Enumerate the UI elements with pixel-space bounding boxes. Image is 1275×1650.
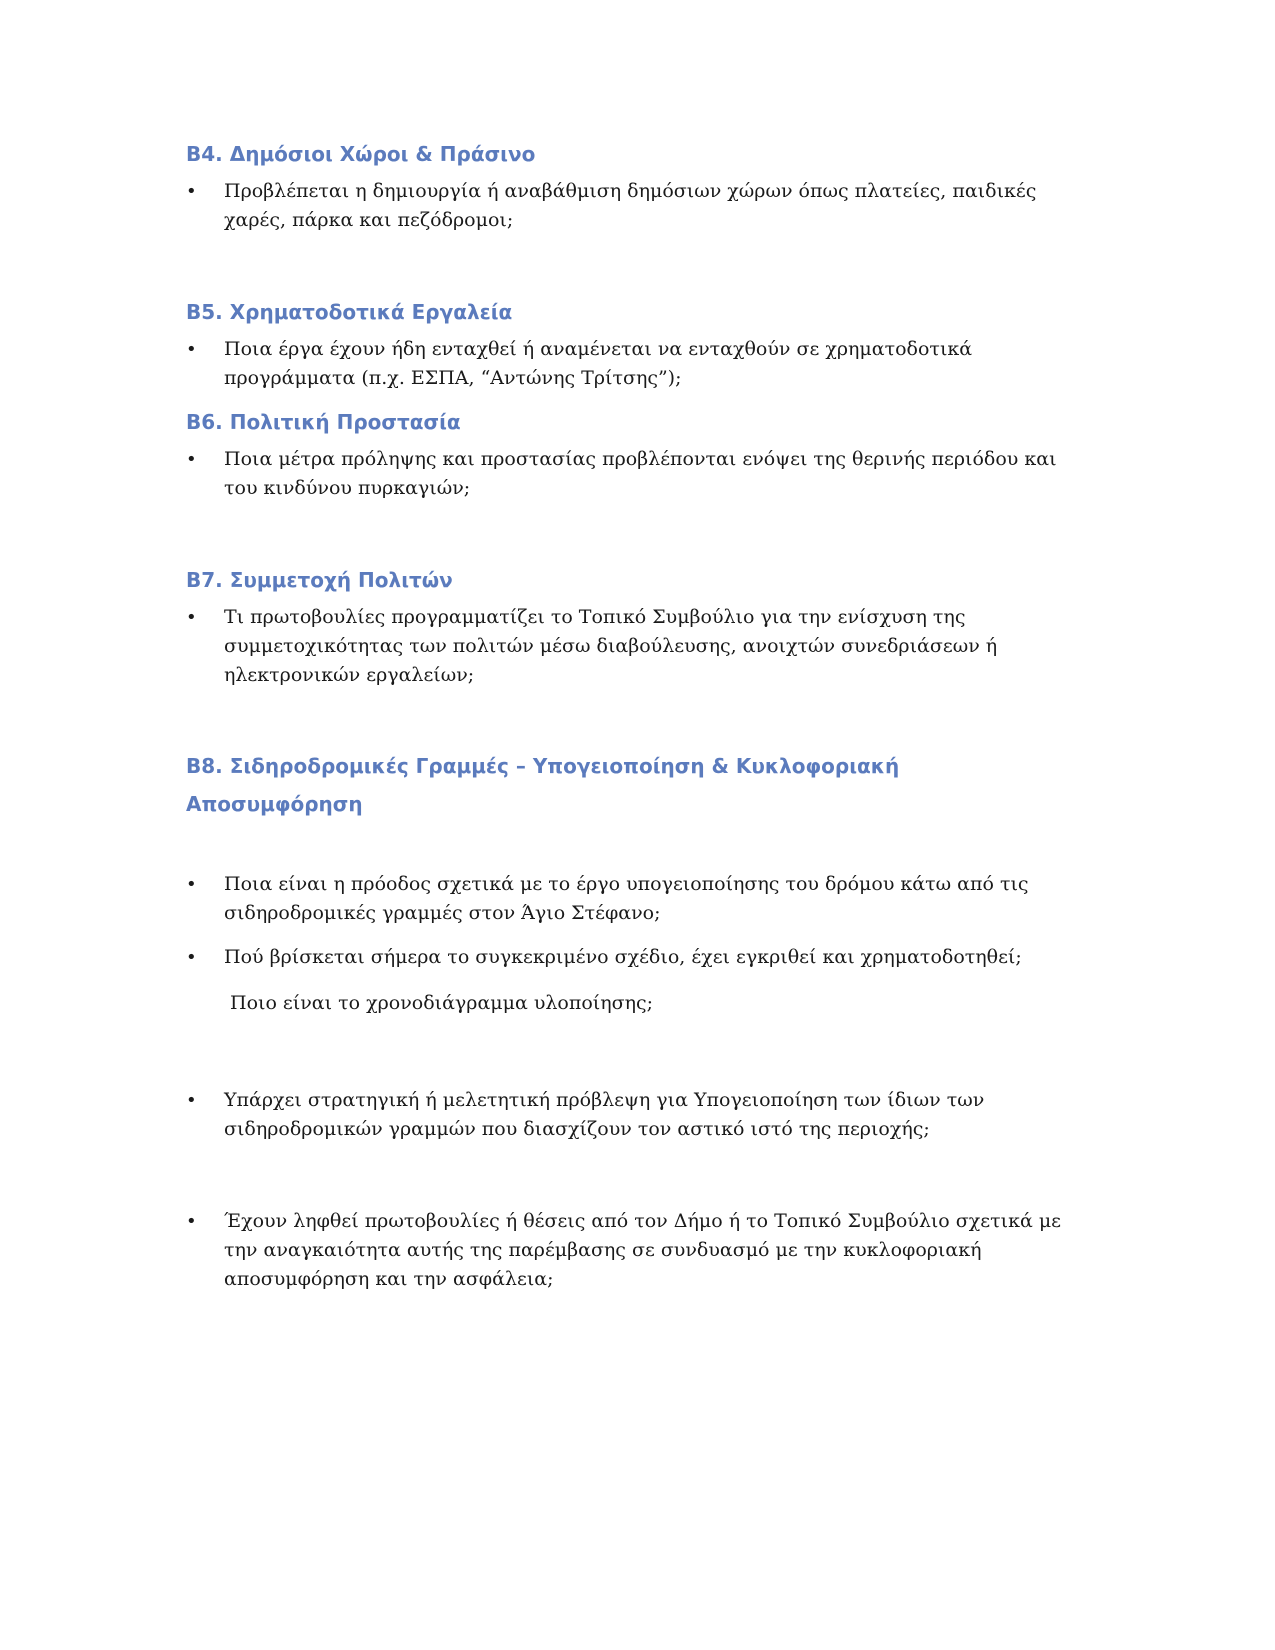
list-item-text: Ποια είναι η πρόοδος σχετικά με το έργο υπογειοποίησης του δρόμου κάτω από τις σιδηροδρομικές γραμμές στον Άγιο Στέφανο; <box>224 873 1029 924</box>
list-item <box>186 335 1086 393</box>
bullet-icon: • <box>186 1211 197 1232</box>
list-item <box>186 603 1086 690</box>
list-item-text: Τι πρωτοβουλίες προγραμματίζει το Τοπικό Συμβούλιο για την ενίσχυση της συμμετοχικότητας των πολιτών μέσω διαβούλευσης, ανοιχτών συνεδριάσεων ή ηλεκτρονικών εργαλείων; <box>224 606 998 686</box>
list-item-text: Υπάρχει στρατηγική ή μελετητική πρόβλεψη για Υπογειοποίηση των ίδιων των σιδηροδρομικών γραμμών που διασχίζουν τον αστικό ιστό της περιοχής; <box>224 1089 985 1140</box>
bullet-icon: • <box>186 1090 197 1111</box>
list-item <box>186 1207 1086 1294</box>
list-item-text: Προβλέπεται η δημιουργία ή αναβάθμιση δημόσιων χώρων όπως πλατείες, παιδικές χαρές, πάρκα και πεζόδρομοι; <box>224 180 1037 231</box>
list-item <box>186 870 1086 928</box>
bullet-icon: • <box>186 947 197 968</box>
list-item-text: Ποια μέτρα πρόληψης και προστασίας προβλέπονται ενόψει της θερινής περιόδου και του κινδύνου πυρκαγιών; <box>224 448 1057 499</box>
section-heading-b6: B6. Πολιτική Προστασία <box>186 410 461 434</box>
list-item <box>186 445 1086 503</box>
section-heading-b8: B8. Σιδηροδρομικές Γραμμές – Υπογειοποίηση & Κυκλοφοριακή Αποσυμφόρηση <box>186 754 900 816</box>
list-item-text: Έχουν ληφθεί πρωτοβουλίες ή θέσεις από τον Δήμο ή το Τοπικό Συμβούλιο σχετικά με την αναγκαιότητα αυτής της παρέμβασης σε συνδυασμό με την κυκλοφοριακή αποσυμφόρηση και την ασφάλεια; <box>224 1210 1062 1290</box>
list-item <box>186 1086 1086 1144</box>
section-heading-b5: B5. Χρηματοδοτικά Εργαλεία <box>186 300 513 324</box>
section-heading-b4: B4. Δημόσιοι Χώροι & Πράσινο <box>186 142 536 166</box>
list-item-text: Ποια έργα έχουν ήδη ενταχθεί ή αναμένεται να ενταχθούν σε χρηματοδοτικά προγράμματα (π.χ. ΕΣΠΑ, “Αντώνης Τρίτσης”); <box>224 338 973 389</box>
bullet-icon: • <box>186 181 197 202</box>
bullet-icon: • <box>186 874 197 895</box>
list-item-text: Πού βρίσκεται σήμερα το συγκεκριμένο σχέδιο, έχει εγκριθεί και χρηματοδοτηθεί; <box>224 946 1022 968</box>
list-item <box>186 943 1086 972</box>
bullet-icon: • <box>186 449 197 470</box>
timeline-question: Ποιο είναι το χρονοδιάγραμμα υλοποίησης; <box>230 992 654 1014</box>
bullet-icon: • <box>186 339 197 360</box>
section-heading-b7: B7. Συμμετοχή Πολιτών <box>186 568 453 592</box>
bullet-icon: • <box>186 607 197 628</box>
list-item <box>186 177 1086 235</box>
